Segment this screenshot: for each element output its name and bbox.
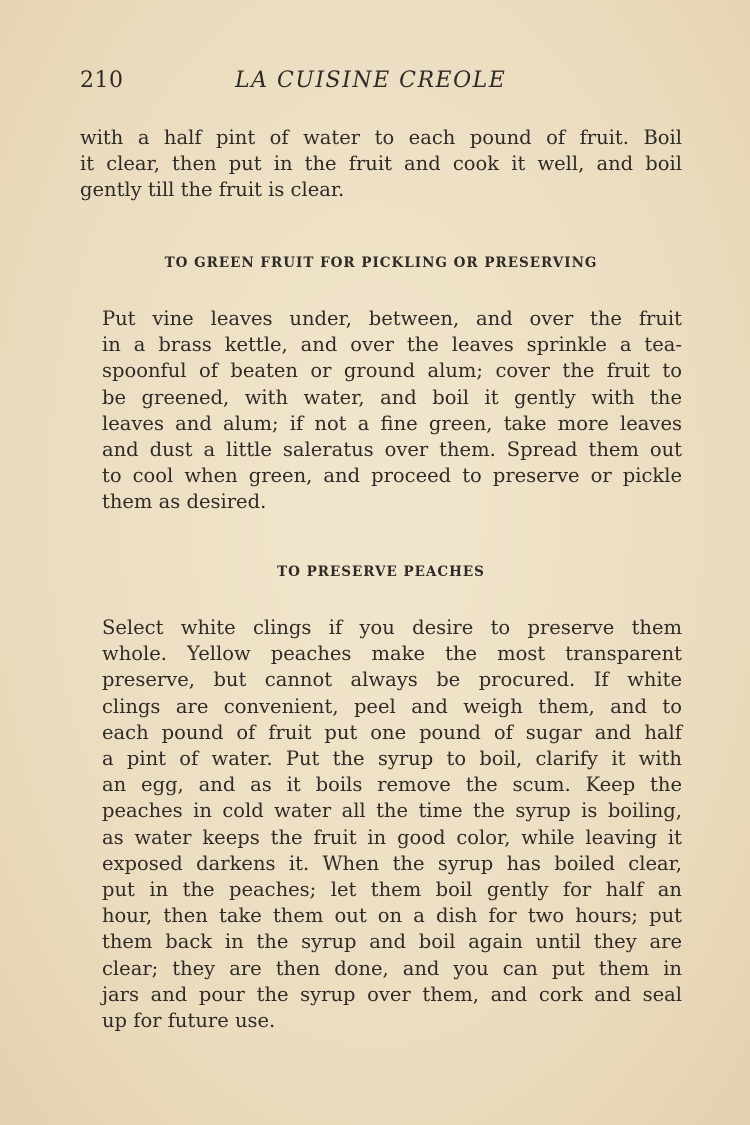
continued-paragraph <box>80 125 682 204</box>
text-line: with a half pint of water to each pound of fruit. Boil <box>80 126 682 149</box>
text-line: gently till the fruit is clear. <box>80 178 345 202</box>
green-fruit-paragraph <box>80 306 682 516</box>
text-line: them back in the syrup and boil again until they are <box>102 930 682 954</box>
text-line: be greened, with water, and boil it gently with the <box>102 385 682 409</box>
text-line: a pint of water. Put the syrup to boil, clarify it with <box>102 747 682 771</box>
running-title: LA CUISINE CREOLE <box>235 68 507 93</box>
text-line: to cool when green, and proceed to preserve or pickle <box>102 464 682 488</box>
text-line: leaves and alum; if not a fine green, take more leaves <box>102 411 682 435</box>
page-number: 210 <box>80 68 124 93</box>
text-line: exposed darkens it. When the syrup has boiled clear, <box>102 851 682 875</box>
text-line: clings are convenient, peel and weigh them, and to <box>102 694 682 718</box>
text-line: clear; they are then done, and you can put them in <box>102 956 682 980</box>
preserve-peaches-paragraph <box>80 615 682 1034</box>
text-line: Select white clings if you desire to preserve them <box>102 616 682 639</box>
text-line: whole. Yellow peaches make the most transparent <box>102 642 682 666</box>
text-line: jars and pour the syrup over them, and cork and seal <box>102 982 682 1006</box>
text-line: Put vine leaves under, between, and over the fruit <box>102 307 682 330</box>
text-line: and dust a little saleratus over them. Spread them out <box>102 438 682 462</box>
text-line: an egg, and as it boils remove the scum. Keep the <box>102 773 682 797</box>
page-header <box>80 68 680 102</box>
text-line: each pound of fruit put one pound of sugar and half <box>102 720 682 744</box>
text-line: it clear, then put in the fruit and cook it well, and boil <box>80 152 682 176</box>
text-line: preserve, but cannot always be procured. If white <box>102 668 682 692</box>
text-line: up for future use. <box>102 1009 276 1033</box>
text-line: in a brass kettle, and over the leaves sprinkle a tea- <box>102 333 682 357</box>
section-heading-preserve-peaches: TO PRESERVE PEACHES <box>277 564 485 580</box>
text-line: put in the peaches; let them boil gently for half an <box>102 878 682 902</box>
text-line: as water keeps the fruit in good color, while leaving it <box>102 825 682 849</box>
text-line: them as desired. <box>102 490 267 514</box>
section-heading-green-fruit: TO GREEN FRUIT FOR PICKLING OR PRESERVING <box>164 255 598 271</box>
text-line: peaches in cold water all the time the syrup is boiling, <box>102 799 682 823</box>
text-line: spoonful of beaten or ground alum; cover the fruit to <box>102 359 682 383</box>
text-line: hour, then take them out on a dish for two hours; put <box>102 904 682 928</box>
